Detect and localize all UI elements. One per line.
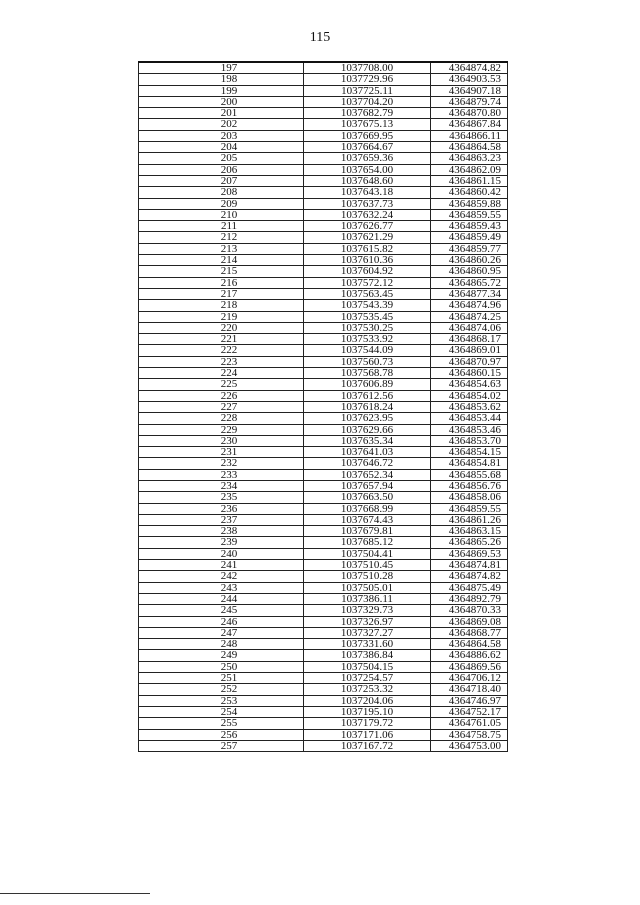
table-row	[139, 503, 508, 514]
y-coordinate-cell: 4364892.79	[431, 593, 508, 604]
point-number-cell: 226	[139, 390, 304, 401]
x-coordinate-cell: 1037544.09	[304, 345, 431, 356]
table-row	[139, 695, 508, 706]
y-coordinate-cell: 4364854.81	[431, 458, 508, 469]
y-coordinate-cell: 4364874.96	[431, 300, 508, 311]
coordinates-table	[138, 61, 508, 752]
x-coordinate-cell: 1037725.11	[304, 85, 431, 96]
y-coordinate-cell: 4364869.56	[431, 661, 508, 672]
point-number-cell: 201	[139, 108, 304, 119]
y-coordinate-cell: 4364854.15	[431, 447, 508, 458]
x-coordinate-cell: 1037167.72	[304, 740, 431, 751]
point-number-cell: 234	[139, 480, 304, 491]
table-row	[139, 593, 508, 604]
point-number-cell: 225	[139, 379, 304, 390]
x-coordinate-cell: 1037327.27	[304, 627, 431, 638]
table-row	[139, 639, 508, 650]
table-row	[139, 729, 508, 740]
point-number-cell: 219	[139, 311, 304, 322]
table-row	[139, 469, 508, 480]
point-number-cell: 198	[139, 74, 304, 85]
x-coordinate-cell: 1037610.36	[304, 255, 431, 266]
page-number: 115	[309, 30, 331, 45]
table-row	[139, 413, 508, 424]
point-number-cell: 237	[139, 514, 304, 525]
table-row	[139, 537, 508, 548]
table-row	[139, 458, 508, 469]
table-row	[139, 130, 508, 141]
point-number-cell: 241	[139, 560, 304, 571]
table-row	[139, 548, 508, 559]
x-coordinate-cell: 1037568.78	[304, 368, 431, 379]
table-row	[139, 243, 508, 254]
point-number-cell: 243	[139, 582, 304, 593]
y-coordinate-cell: 4364886.62	[431, 650, 508, 661]
point-number-cell: 251	[139, 673, 304, 684]
y-coordinate-cell: 4364861.26	[431, 514, 508, 525]
y-coordinate-cell: 4364859.55	[431, 209, 508, 220]
x-coordinate-cell: 1037626.77	[304, 221, 431, 232]
table-row	[139, 153, 508, 164]
y-coordinate-cell: 4364865.26	[431, 537, 508, 548]
x-coordinate-cell: 1037604.92	[304, 266, 431, 277]
table-row	[139, 447, 508, 458]
y-coordinate-cell: 4364870.97	[431, 356, 508, 367]
point-number-cell: 235	[139, 492, 304, 503]
y-coordinate-cell: 4364854.63	[431, 379, 508, 390]
point-number-cell: 205	[139, 153, 304, 164]
coordinates-table-body	[139, 62, 508, 752]
x-coordinate-cell: 1037253.32	[304, 684, 431, 695]
point-number-cell: 240	[139, 548, 304, 559]
y-coordinate-cell: 4364854.02	[431, 390, 508, 401]
y-coordinate-cell: 4364868.17	[431, 334, 508, 345]
x-coordinate-cell: 1037533.92	[304, 334, 431, 345]
point-number-cell: 246	[139, 616, 304, 627]
y-coordinate-cell: 4364853.70	[431, 435, 508, 446]
table-row	[139, 119, 508, 130]
table-row	[139, 435, 508, 446]
y-coordinate-cell: 4364853.62	[431, 401, 508, 412]
x-coordinate-cell: 1037641.03	[304, 447, 431, 458]
x-coordinate-cell: 1037195.10	[304, 706, 431, 717]
y-coordinate-cell: 4364877.34	[431, 288, 508, 299]
table-row	[139, 718, 508, 729]
table-row	[139, 673, 508, 684]
point-number-cell: 203	[139, 130, 304, 141]
y-coordinate-cell: 4364860.26	[431, 255, 508, 266]
table-row	[139, 108, 508, 119]
y-coordinate-cell: 4364867.84	[431, 119, 508, 130]
x-coordinate-cell: 1037657.94	[304, 480, 431, 491]
table-row	[139, 356, 508, 367]
y-coordinate-cell: 4364761.05	[431, 718, 508, 729]
point-number-cell: 222	[139, 345, 304, 356]
y-coordinate-cell: 4364861.15	[431, 175, 508, 186]
x-coordinate-cell: 1037663.50	[304, 492, 431, 503]
point-number-cell: 233	[139, 469, 304, 480]
y-coordinate-cell: 4364874.81	[431, 560, 508, 571]
table-row	[139, 424, 508, 435]
y-coordinate-cell: 4364874.82	[431, 571, 508, 582]
y-coordinate-cell: 4364870.80	[431, 108, 508, 119]
table-row	[139, 255, 508, 266]
table-row	[139, 616, 508, 627]
table-row	[139, 198, 508, 209]
point-number-cell: 250	[139, 661, 304, 672]
y-coordinate-cell: 4364874.06	[431, 322, 508, 333]
table-row	[139, 492, 508, 503]
footnote-divider	[0, 893, 150, 894]
x-coordinate-cell: 1037386.11	[304, 593, 431, 604]
x-coordinate-cell: 1037504.15	[304, 661, 431, 672]
y-coordinate-cell: 4364863.15	[431, 526, 508, 537]
table-row	[139, 232, 508, 243]
point-number-cell: 210	[139, 209, 304, 220]
y-coordinate-cell: 4364870.33	[431, 605, 508, 616]
table-row	[139, 175, 508, 186]
point-number-cell: 211	[139, 221, 304, 232]
table-row	[139, 221, 508, 232]
table-row	[139, 684, 508, 695]
table-row	[139, 650, 508, 661]
x-coordinate-cell: 1037606.89	[304, 379, 431, 390]
x-coordinate-cell: 1037329.73	[304, 605, 431, 616]
x-coordinate-cell: 1037674.43	[304, 514, 431, 525]
x-coordinate-cell: 1037679.81	[304, 526, 431, 537]
table-row	[139, 627, 508, 638]
point-number-cell: 217	[139, 288, 304, 299]
point-number-cell: 255	[139, 718, 304, 729]
point-number-cell: 221	[139, 334, 304, 345]
point-number-cell: 256	[139, 729, 304, 740]
x-coordinate-cell: 1037179.72	[304, 718, 431, 729]
point-number-cell: 208	[139, 187, 304, 198]
y-coordinate-cell: 4364864.58	[431, 639, 508, 650]
x-coordinate-cell: 1037615.82	[304, 243, 431, 254]
x-coordinate-cell: 1037530.25	[304, 322, 431, 333]
table-row	[139, 571, 508, 582]
x-coordinate-cell: 1037510.45	[304, 560, 431, 571]
point-number-cell: 200	[139, 96, 304, 107]
x-coordinate-cell: 1037621.29	[304, 232, 431, 243]
table-row	[139, 390, 508, 401]
table-row	[139, 322, 508, 333]
point-number-cell: 206	[139, 164, 304, 175]
x-coordinate-cell: 1037704.20	[304, 96, 431, 107]
point-number-cell: 228	[139, 413, 304, 424]
table-row	[139, 740, 508, 751]
x-coordinate-cell: 1037659.36	[304, 153, 431, 164]
point-number-cell: 218	[139, 300, 304, 311]
table-row	[139, 605, 508, 616]
x-coordinate-cell: 1037543.39	[304, 300, 431, 311]
point-number-cell: 245	[139, 605, 304, 616]
y-coordinate-cell: 4364718.40	[431, 684, 508, 695]
x-coordinate-cell: 1037326.97	[304, 616, 431, 627]
point-number-cell: 244	[139, 593, 304, 604]
x-coordinate-cell: 1037505.01	[304, 582, 431, 593]
table-row	[139, 345, 508, 356]
y-coordinate-cell: 4364706.12	[431, 673, 508, 684]
y-coordinate-cell: 4364855.68	[431, 469, 508, 480]
y-coordinate-cell: 4364860.15	[431, 368, 508, 379]
table-row	[139, 526, 508, 537]
y-coordinate-cell: 4364758.75	[431, 729, 508, 740]
y-coordinate-cell: 4364874.82	[431, 62, 508, 74]
y-coordinate-cell: 4364879.74	[431, 96, 508, 107]
x-coordinate-cell: 1037652.34	[304, 469, 431, 480]
table-row	[139, 560, 508, 571]
x-coordinate-cell: 1037623.95	[304, 413, 431, 424]
y-coordinate-cell: 4364859.43	[431, 221, 508, 232]
x-coordinate-cell: 1037685.12	[304, 537, 431, 548]
table-row	[139, 277, 508, 288]
x-coordinate-cell: 1037629.66	[304, 424, 431, 435]
point-number-cell: 199	[139, 85, 304, 96]
y-coordinate-cell: 4364866.11	[431, 130, 508, 141]
y-coordinate-cell: 4364869.53	[431, 548, 508, 559]
y-coordinate-cell: 4364860.95	[431, 266, 508, 277]
table-row	[139, 311, 508, 322]
point-number-cell: 209	[139, 198, 304, 209]
table-row	[139, 401, 508, 412]
point-number-cell: 216	[139, 277, 304, 288]
table-row	[139, 300, 508, 311]
table-row	[139, 62, 508, 74]
point-number-cell: 230	[139, 435, 304, 446]
x-coordinate-cell: 1037560.73	[304, 356, 431, 367]
x-coordinate-cell: 1037646.72	[304, 458, 431, 469]
point-number-cell: 207	[139, 175, 304, 186]
x-coordinate-cell: 1037563.45	[304, 288, 431, 299]
point-number-cell: 229	[139, 424, 304, 435]
table-row	[139, 85, 508, 96]
y-coordinate-cell: 4364860.42	[431, 187, 508, 198]
point-number-cell: 227	[139, 401, 304, 412]
x-coordinate-cell: 1037572.12	[304, 277, 431, 288]
x-coordinate-cell: 1037254.57	[304, 673, 431, 684]
x-coordinate-cell: 1037648.60	[304, 175, 431, 186]
x-coordinate-cell: 1037632.24	[304, 209, 431, 220]
table-row	[139, 187, 508, 198]
table-row	[139, 480, 508, 491]
table-row	[139, 288, 508, 299]
x-coordinate-cell: 1037708.00	[304, 62, 431, 74]
x-coordinate-cell: 1037331.60	[304, 639, 431, 650]
x-coordinate-cell: 1037612.56	[304, 390, 431, 401]
y-coordinate-cell: 4364865.72	[431, 277, 508, 288]
x-coordinate-cell: 1037535.45	[304, 311, 431, 322]
y-coordinate-cell: 4364853.44	[431, 413, 508, 424]
x-coordinate-cell: 1037654.00	[304, 164, 431, 175]
y-coordinate-cell: 4364853.46	[431, 424, 508, 435]
point-number-cell: 214	[139, 255, 304, 266]
table-row	[139, 661, 508, 672]
point-number-cell: 231	[139, 447, 304, 458]
table-row	[139, 209, 508, 220]
y-coordinate-cell: 4364869.08	[431, 616, 508, 627]
point-number-cell: 239	[139, 537, 304, 548]
x-coordinate-cell: 1037682.79	[304, 108, 431, 119]
y-coordinate-cell: 4364874.25	[431, 311, 508, 322]
y-coordinate-cell: 4364862.09	[431, 164, 508, 175]
x-coordinate-cell: 1037635.34	[304, 435, 431, 446]
y-coordinate-cell: 4364868.77	[431, 627, 508, 638]
x-coordinate-cell: 1037729.96	[304, 74, 431, 85]
y-coordinate-cell: 4364907.18	[431, 85, 508, 96]
x-coordinate-cell: 1037643.18	[304, 187, 431, 198]
x-coordinate-cell: 1037504.41	[304, 548, 431, 559]
x-coordinate-cell: 1037664.67	[304, 142, 431, 153]
table-row	[139, 582, 508, 593]
point-number-cell: 204	[139, 142, 304, 153]
point-number-cell: 249	[139, 650, 304, 661]
point-number-cell: 248	[139, 639, 304, 650]
point-number-cell: 213	[139, 243, 304, 254]
table-row	[139, 514, 508, 525]
table-row	[139, 266, 508, 277]
point-number-cell: 252	[139, 684, 304, 695]
y-coordinate-cell: 4364869.01	[431, 345, 508, 356]
y-coordinate-cell: 4364903.53	[431, 74, 508, 85]
x-coordinate-cell: 1037386.84	[304, 650, 431, 661]
x-coordinate-cell: 1037637.73	[304, 198, 431, 209]
table-row	[139, 368, 508, 379]
point-number-cell: 232	[139, 458, 304, 469]
y-coordinate-cell: 4364864.58	[431, 142, 508, 153]
table-row	[139, 706, 508, 717]
point-number-cell: 223	[139, 356, 304, 367]
y-coordinate-cell: 4364859.88	[431, 198, 508, 209]
table-row	[139, 379, 508, 390]
point-number-cell: 257	[139, 740, 304, 751]
point-number-cell: 197	[139, 62, 304, 74]
x-coordinate-cell: 1037669.95	[304, 130, 431, 141]
x-coordinate-cell: 1037675.13	[304, 119, 431, 130]
point-number-cell: 238	[139, 526, 304, 537]
point-number-cell: 253	[139, 695, 304, 706]
y-coordinate-cell: 4364875.49	[431, 582, 508, 593]
point-number-cell: 224	[139, 368, 304, 379]
point-number-cell: 242	[139, 571, 304, 582]
point-number-cell: 236	[139, 503, 304, 514]
table-row	[139, 164, 508, 175]
table-row	[139, 74, 508, 85]
point-number-cell: 212	[139, 232, 304, 243]
table-row	[139, 334, 508, 345]
y-coordinate-cell: 4364859.77	[431, 243, 508, 254]
point-number-cell: 202	[139, 119, 304, 130]
point-number-cell: 220	[139, 322, 304, 333]
y-coordinate-cell: 4364746.97	[431, 695, 508, 706]
point-number-cell: 215	[139, 266, 304, 277]
x-coordinate-cell: 1037171.06	[304, 729, 431, 740]
table-row	[139, 142, 508, 153]
y-coordinate-cell: 4364856.76	[431, 480, 508, 491]
x-coordinate-cell: 1037668.99	[304, 503, 431, 514]
x-coordinate-cell: 1037510.28	[304, 571, 431, 582]
y-coordinate-cell: 4364863.23	[431, 153, 508, 164]
y-coordinate-cell: 4364859.49	[431, 232, 508, 243]
y-coordinate-cell: 4364752.17	[431, 706, 508, 717]
x-coordinate-cell: 1037618.24	[304, 401, 431, 412]
y-coordinate-cell: 4364858.06	[431, 492, 508, 503]
point-number-cell: 254	[139, 706, 304, 717]
x-coordinate-cell: 1037204.06	[304, 695, 431, 706]
table-row	[139, 96, 508, 107]
y-coordinate-cell: 4364753.00	[431, 740, 508, 751]
y-coordinate-cell: 4364859.55	[431, 503, 508, 514]
point-number-cell: 247	[139, 627, 304, 638]
